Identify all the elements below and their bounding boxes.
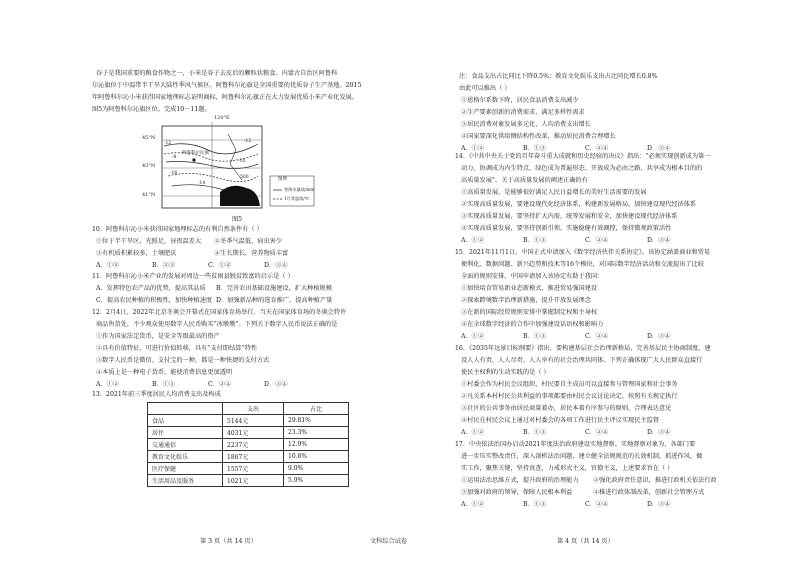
table-cell: 居住 [148, 427, 223, 439]
q17-line: 进一步压实整改责任，深入剖析法治问题，建立健全法规规范的长效机制，抓进作风，做 [461, 453, 703, 460]
table-cell: 29.81% [284, 415, 349, 427]
q15-choice-c[interactable]: C．②④ [585, 333, 609, 340]
table-cell: 1021元 [223, 475, 284, 487]
q16-line: ①村委会作为村民会议组织，村民要自主成员可以直接参与管理国家和社会事务 [461, 381, 678, 388]
q16-line: ④村民在村民会议上通过对村委会的各项工作进行民主评议实现民主监督 [461, 417, 659, 424]
q12-line: ④本质上是一种电子货币，能使消费信息更加透明 [96, 369, 233, 376]
q12-line: 商品售货处，不少观众使用数字人民币购买“冰墩墩”。下列关于数字人民币说法正确的是 [96, 321, 338, 328]
q17-opt-4: ④推进行政体制改革，创新社会管理方式 [593, 489, 705, 496]
q14-line: ①高质量发展，是能够很好满足人民日益增长的美好生活需要的发展 [461, 189, 647, 196]
q15-line: ②探索跨境数字治理新措施，提升开放发展理念 [461, 297, 591, 304]
table-row [148, 427, 349, 439]
table-row [148, 415, 349, 427]
q13-choice-c[interactable]: C．②④ [585, 145, 609, 152]
contour-label: -12 [164, 141, 172, 146]
map-lat-45: 45°N [142, 135, 156, 141]
location-map-figure [142, 115, 318, 214]
q17-choice-c[interactable]: C．②④ [585, 501, 609, 508]
table-cell: 23.3% [284, 427, 349, 439]
q10-opt-4: ④生长期长，营养物质丰富 [214, 250, 289, 257]
legend-rain: 等降水量线/mm [284, 187, 315, 192]
table-cell: 12.9% [284, 439, 349, 451]
q13-choice-d[interactable]: D．③④ [647, 145, 671, 152]
q17-choice-b[interactable]: B．①③ [523, 501, 547, 508]
q15-line: 15．2021年11月1日，中国正式申请加入《数字经济伙伴关系协定》。该协定涵盖商业和贸易 [455, 249, 711, 256]
q15-line: ①加快培育贸易新业态新模式，推进贸易强国建设 [461, 285, 598, 292]
center-footer: 文科综合试卷 [370, 538, 408, 545]
intro-line-1: 谷子是我国重要的粮食作物之一，小米是谷子去皮后的颗粒状粮食。内蒙古自治区阿鲁科 [96, 70, 338, 77]
table-cell: 2237元 [223, 439, 284, 451]
q10-choice-d[interactable]: D．③④ [264, 262, 288, 269]
q15-line: ④在全球数字经济的合作中加强建设话语权和影响力 [461, 321, 604, 328]
q16-line: ②凡关系本村村民公共利益的事项都要由村民会议讨论决定，按照有关规定执行 [461, 393, 678, 400]
q13-tail-line: ①恩格尔系数下降，居民食品消费支出减少 [461, 97, 579, 104]
q13-tail-line: 注：食品支出占比同比下降0.5%；教育文化娱乐支出占比同比增长0.8% [459, 73, 658, 80]
q17-opt-2: ②强化政府责任意识，推进行政机关依法行政 [593, 477, 717, 484]
table-row [148, 475, 349, 487]
q11-opt-b[interactable]: B．完善农田基础设施建设，扩大种植规模 [216, 285, 332, 292]
contour-label: -12 [244, 139, 252, 144]
contour-label: -14 [198, 181, 206, 186]
q13-tail-line: ③居民消费对象发展多元化，人均消费支出增长 [461, 121, 591, 128]
q10-choice-c[interactable]: C．①④ [208, 262, 232, 269]
q14-choice-b[interactable]: B．①③ [523, 237, 547, 244]
q14-line: ③实现高质量发展，要坚持扩大内需，统筹发展和安全，加快建设现代经济体系 [461, 213, 678, 220]
q13-choice-b[interactable]: B．①③ [523, 145, 547, 152]
q14-line: ④实现高质量发展，要坚持创新引领，实施稳健有效调控，保持微观政策活性 [461, 225, 672, 232]
q16-choice-d[interactable]: D．③④ [647, 429, 671, 436]
table-cell: 教育文化娱乐 [148, 451, 223, 463]
q12-choice-a[interactable]: A．①② [96, 381, 120, 388]
place-marker-icon [192, 158, 195, 161]
table-cell: 4031元 [223, 427, 284, 439]
page-footer-right: 第 4 页（共 14 页） [557, 538, 614, 545]
table-header-item [148, 403, 223, 415]
table-cell: 1867元 [223, 451, 284, 463]
q12-line: ③数字人民币是微信、支付宝的一种，都是一种快捷的支付方式 [96, 357, 270, 364]
right-page [397, 0, 794, 561]
table-row [148, 439, 349, 451]
q15-line: 全面的规则安排。中国申请加入该协定有助于我国： [461, 273, 604, 280]
table-row [148, 463, 349, 475]
table-header-amount: 支出 [223, 403, 284, 415]
table-cell: 10.8% [284, 451, 349, 463]
q15-choice-b[interactable]: B．①③ [523, 333, 547, 340]
q13-tail-line: ②生产要素创新的消费需求，满足多样性需求 [461, 109, 585, 116]
table-cell: 食品 [148, 415, 223, 427]
intro-line-4: 图5为阿鲁科尔沁旗区位。完成10－11题。 [92, 106, 211, 113]
q14-line: 动力、协调成为内生特点、绿色成为普遍形态、开放成为必由之路、共享成为根本目的的 [461, 165, 703, 172]
q11-opt-a[interactable]: A．发挥特色农产品的优势，提高其品质 [96, 285, 206, 292]
q12-line: 12．2月4日，2022年北京冬奥会开幕式在国家体育场举行。当天在国家体育场的冬奥会特许 [92, 309, 347, 316]
q17-choice-d[interactable]: D．③④ [647, 501, 671, 508]
q13-stem: 13．2021年前三季度居民人均消费支出及构成 [92, 391, 221, 398]
q12-line: ①作为国家法定货币，是安全等级最高的资产 [96, 333, 220, 340]
q12-choice-b[interactable]: B．①③ [152, 381, 176, 388]
q17-line: 17．中央依法治国办启动2021年度法治政府建设实地督察。实地督察对象为，各部门要 [455, 441, 696, 448]
place-label: 阿鲁科尔沁旗 [182, 151, 209, 156]
q10-opt-2: ②冬季气温低，病虫害少 [214, 238, 283, 245]
q13-choice-a[interactable]: A．①② [461, 145, 485, 152]
q12-choice-d[interactable]: D．③④ [264, 381, 288, 388]
table-row [148, 451, 349, 463]
table-cell: 1557元 [223, 463, 284, 475]
contour-label: -8 [172, 155, 177, 160]
q11-stem: 11．阿鲁科尔沁小米产业的发展对周边一些贫困县脱贫致富的启示是（ ） [92, 273, 294, 280]
table-cell: 医疗保健 [148, 463, 223, 475]
q15-line: ③在新的国际经贸规则安排中掌握制定权和主导权 [461, 309, 598, 316]
q10-choice-a[interactable]: A．①② [96, 262, 120, 269]
table-header-row [148, 403, 349, 415]
q13-tail-line: 由此可以推出（ ） [459, 85, 511, 92]
q14-line: 14．《中共中央关于党的百年奋斗重大成就和历史经验的决议》指出：“必须实现创新成为第一 [455, 153, 711, 160]
table-cell: 5144元 [223, 415, 284, 427]
q16-line: 使民主权利的生动实践的是（ ） [461, 369, 550, 376]
q14-choice-a[interactable]: A．①② [461, 237, 485, 244]
table-cell: 交通通信 [148, 439, 223, 451]
q13-tail-line: ④国家要深化供给侧结构性改革，推动居民消费合理增长 [461, 133, 616, 140]
table-cell: 9.0% [284, 463, 349, 475]
table-cell: 5.9% [284, 475, 349, 487]
map-lat-41: 41°N [142, 192, 156, 198]
q12-choice-c[interactable]: C．②④ [208, 381, 232, 388]
map-lon-label: 120°E [214, 115, 230, 121]
contour-label: -16 [170, 171, 178, 176]
q16-choice-b[interactable]: B．①③ [523, 429, 547, 436]
q10-stem: 10．阿鲁科尔沁小米获得国家地理标志的有利自然条件有（ ） [92, 226, 263, 233]
q12-line: ②具有价值特征，可进行价值转移，具有“支付即结算”特性 [96, 345, 258, 352]
table-header-share: 占比 [284, 403, 349, 415]
q15-choice-a[interactable]: A．①② [461, 333, 485, 340]
map-lat-43: 43°N [142, 163, 156, 169]
q16-line: 设人人有责、人人尽责、人人享有的社会治理共同体。下列正确体现广大人民群众直接行 [461, 357, 703, 364]
figure-caption: 图5 [232, 216, 243, 223]
page-footer-left: 第 3 页（共 14 页） [200, 538, 257, 545]
q16-choice-a[interactable]: A．①② [461, 429, 485, 436]
q17-choice-a[interactable]: A．①② [461, 501, 485, 508]
q17-opt-1: ①运用法治思维方式，提升政府的治理能力 [461, 477, 579, 484]
q17-opt-3: ③加强对政府的领导，保障人民根本利益 [461, 489, 573, 496]
q10-opt-1: ①位于半干旱区，光照足，昼夜温差大 [96, 238, 202, 245]
q11-opt-d[interactable]: D．加强新品种的选育推广，提高种植产量 [216, 297, 333, 304]
legend-temp: 1月等温线/℃ [284, 196, 310, 201]
q17-line: 实工作，聚焦关键，坚持真查，力戒形式主义，官僚主义，上述要求旨在（ ） [461, 465, 674, 472]
q16-line: ③社区的公共事务由居民商量着办，居民本着有序参与的原则，合理表达意见 [461, 405, 672, 412]
q14-line: ②实现高质量发展，要建设现代化经济体系，构建新发展格局，加快建设现代经济体系 [461, 201, 697, 208]
spending-table [147, 402, 349, 487]
q16-choice-c[interactable]: C．②④ [585, 429, 609, 436]
intro-line-2: 尔沁旗位于中温带半干旱大陆性季风气候区。阿鲁科尔沁旗是全国重要的优质谷子生产基地。2015 [92, 82, 362, 89]
table-cell: 生活用品及服务 [148, 475, 223, 487]
intro-line-3: 年阿鲁科尔沁小米获得国家地理标志证明商标，阿鲁科尔沁旗正在大力发展优质小米产业化发展。 [92, 94, 359, 101]
q15-choice-d[interactable]: D．③④ [647, 333, 671, 340]
contour-label: 500 [240, 175, 249, 180]
q14-line: 高质量发展”。关于高质量发展的阐述正确的有 [461, 177, 588, 184]
q16-line: 16．《2035年远景目标纲要》指出，要构建基层社会治理新格局，完善基层民主协商制度，建 [455, 345, 711, 352]
q10-choice-b[interactable]: B．②③ [152, 262, 176, 269]
q15-line: 便利化、数据问题、新兴趋势和技术等16个模块，对国际数字经济活动和交流提出了比较 [461, 261, 704, 268]
q14-choice-d[interactable]: D．③④ [647, 237, 671, 244]
q10-opt-3: ③有机质积累较多，土壤肥沃 [96, 250, 177, 257]
q14-choice-c[interactable]: C．②④ [585, 237, 609, 244]
contour-label: -10 [238, 159, 246, 164]
q11-opt-c[interactable]: C．提高农民种植的积极性，加快种植速度 [96, 297, 213, 304]
legend-title: 图例 [278, 177, 287, 182]
